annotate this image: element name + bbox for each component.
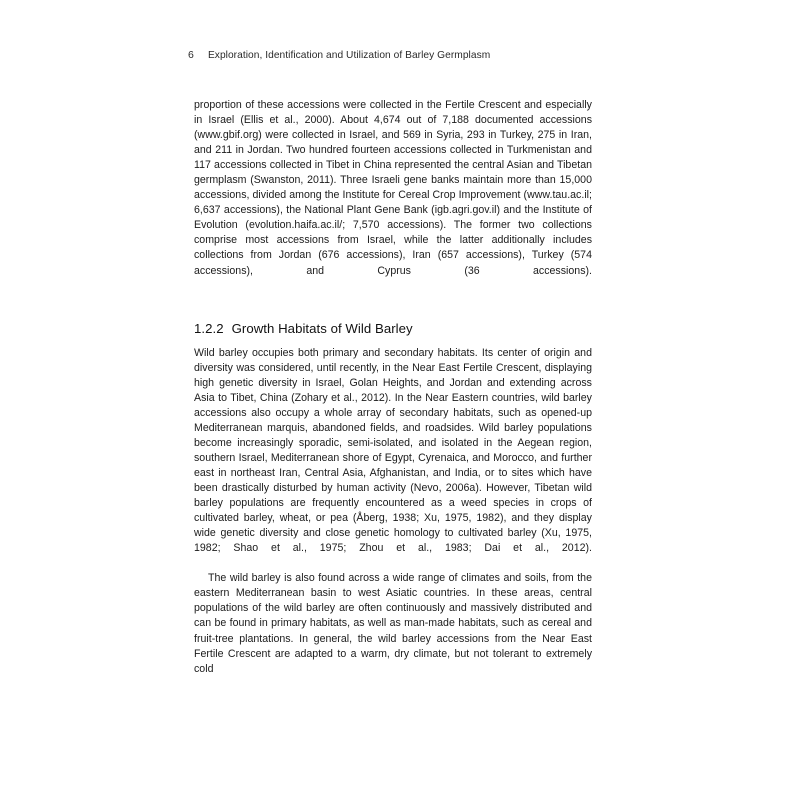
paragraph-climates-soils: The wild barley is also found across a wide range of climates and soils, from the eastern Mediterranean basin to west Asiatic countries. In these areas, central populations of the wild barley are often continuously and massively distributed and can be found in primary habitats, as well as man-made habitats, such as cereal and fruit-tree plantations. In general, the wild barley accessions from the Near East Fertile Crescent are adapted to a warm, dry climate, but not tolerant to extremely cold	[194, 572, 592, 675]
text-column	[194, 98, 592, 692]
running-header-title: Exploration, Identification and Utilization of Barley Germplasm	[207, 50, 491, 61]
section-title: Growth Habitats of Wild Barley	[231, 320, 413, 336]
spacer-below-heading	[194, 337, 592, 346]
spacer-above-heading	[194, 294, 592, 320]
running-header	[188, 49, 592, 61]
page-number: 6	[188, 49, 194, 61]
paragraph-accessions-collections: proportion of these accessions were collected in the Fertile Crescent and especially in Israel (Ellis et al., 2000). About 4,674 out of 7,188 documented accessions (www.gbif.org) were collected in Israel, and 569 in Syria, 293 in Turkey, 275 in Iran, and 211 in Jordan. Two hundred fourteen accessions collected in Turkmenistan and 117 accessions collected in Tibet in China represented the central Asian and Tibetan germplasm (Swanston, 2011). Three Israeli gene banks maintain more than 15,000 accessions, divided among the Institute for Cereal Crop Improvement (www.tau.ac.il; 6,637 accessions), the National Plant Gene Bank (igb.agri.gov.il) and the Institute of Evolution (evolution.haifa.ac.il/; 7,570 accessions). The former two collections comprise most accessions from Israel, while the latter additionally includes collections from Jordan (676 accessions), Iran (657 accessions), Turkey (574 accessions), and Cyprus (36 accessions).	[194, 99, 592, 277]
section-heading	[194, 320, 592, 337]
paragraph-growth-habitats: Wild barley occupies both primary and secondary habitats. Its center of origin and diversity was considered, until recently, in the Near East Fertile Crescent, displaying high genetic diversity in Israel, Golan Heights, and Jordan and extending across Asia to Tibet, China (Zohary et al., 2012). In the Near Eastern countries, wild barley accessions also occupy a whole array of secondary habitats, such as opened-up Mediterranean marquis, abandoned fields, and roadsides. Wild barley populations become increasingly sporadic, semi-isolated, and isolated in the Aegean region, southern Israel, Mediterranean shore of Egypt, Cyrenaica, and Morocco, and further east in northeast Iran, Central Asia, Afghanistan, and India, or to sites which have been drastically disturbed by human activity (Nevo, 2006a). However, Tibetan wild barley populations are frequently encountered as a weed species in crops of cultivated barley, wheat, or pea (Åberg, 1938; Xu, 1975, 1982), and they display wide genetic diversity and close genetic homology to cultivated barley (Xu, 1975, 1982; Shao et al., 1975; Zhou et al., 1983; Dai et al., 2012).	[194, 346, 592, 555]
section-number: 1.2.2	[194, 320, 224, 336]
